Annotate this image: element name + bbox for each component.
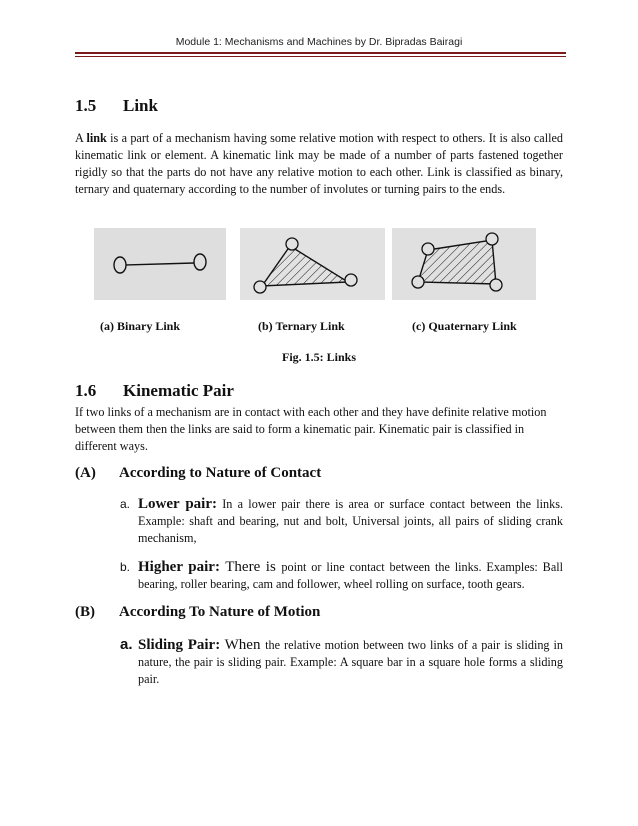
list-item-sliding-pair [120,637,563,688]
sub-label: (A) [75,465,96,481]
term-sliding-pair: Sliding Pair: [138,637,221,653]
para-term-link: link [86,131,107,145]
section-heading-link [75,96,158,116]
term-lower-pair: Lower pair: [138,496,217,512]
kinematic-pair-paragraph: If two links of a mechanism are in contact with each other and they have definite relative motion between them then the links are said to form a kinematic pair. Kinematic pair is classified in different ways. [75,405,547,453]
para-body: is a part of a mechanism having some relative motion with respect to others. It is also called kinematic link or element. A kinematic link may be made of a number of parts fastened together rigidly so that the parts do not have any relative motion to each other. Link is classified as binary, ternary and quaternary according to the number of involutes or turning pairs to the ends. [75,131,563,196]
sub-title: According To Nature of Motion [119,604,321,620]
item-lead: When [220,637,266,653]
sub-label: (B) [75,604,95,620]
ternary-link-drawing [240,228,385,300]
caption-binary: (a) Binary Link [100,319,181,333]
section-title: Link [123,96,158,115]
header-rule-thin [75,56,566,57]
figure-binary-link [94,228,226,300]
sub-title: According to Nature of Contact [119,465,322,481]
section-title: Kinematic Pair [123,381,234,400]
list-marker: b. [120,560,131,574]
list-marker: a. [120,636,133,653]
term-higher-pair: Higher pair: [138,559,220,575]
running-header: Module 1: Mechanisms and Machines by Dr. Bipradas Bairagi [175,36,463,48]
list-item-higher-pair [120,559,563,593]
header-rule [75,52,566,54]
item-text: point or line contact between the links. Examples: Ball bearing, roller bearing, cam and follower, wheel rolling on surface, tooth gears. [138,560,563,591]
binary-link-drawing [94,228,226,300]
caption-quaternary: (c) Quaternary Link [412,319,517,333]
para-prefix: A [75,131,87,145]
item-text: the relative motion between two links of a pair is sliding in nature, the pair is sliding pair. Example: A square bar in a square hole forms a sliding pair. [138,638,563,686]
figure-ternary-link [240,228,385,300]
section-number: 1.6 [75,381,97,400]
section-number: 1.5 [75,96,97,115]
figure-quaternary-link [392,228,536,300]
link-paragraph [75,130,563,198]
list-item-lower-pair [120,496,563,547]
subheading-nature-of-motion [75,604,320,621]
subheading-nature-of-contact [75,465,321,482]
figure-title: Fig. 1.5: Links [281,350,356,364]
item-lead: There is [219,559,282,575]
list-marker: a. [120,497,131,511]
quaternary-link-drawing [392,228,536,300]
caption-ternary: (b) Ternary Link [258,319,345,333]
section-heading-kinematic-pair [75,381,234,401]
item-text: In a lower pair there is area or surface contact between the links. Example: shaft and bearing, nut and bolt, Universal joints, all pairs of sliding crank mechanism, [138,497,564,545]
